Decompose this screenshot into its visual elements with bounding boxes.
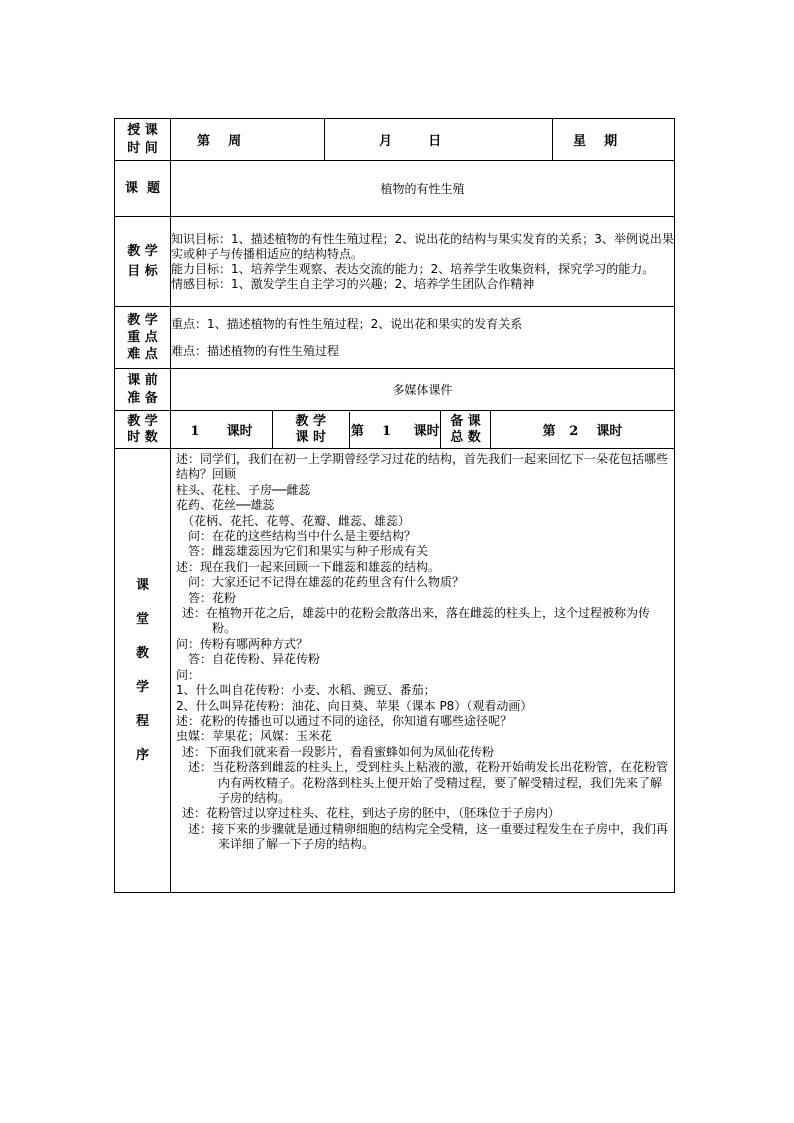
procedure-label-char: 程 (135, 713, 149, 729)
procedure-label-char: 教 (135, 645, 149, 661)
preparation-row (115, 369, 675, 411)
key-points-content (171, 307, 675, 369)
topic-row (115, 161, 675, 217)
key-points-row (115, 307, 675, 369)
summary-label: 备 课 总 数 (441, 411, 491, 449)
procedure-line: 述：花粉管过以穿过柱头、花柱，到达子房的胚中，（胚珠位于子房内） (182, 806, 561, 821)
key-point: 重点：1、描述植物的有性生殖过程；2、说出花和果实的发育关系 (171, 316, 523, 331)
procedure-line: 述：现在我们一起来回顾一下雌蕊和雄蕊的结构。 (176, 559, 441, 574)
difficult-point: 难点：描述植物的有性生殖过程 (171, 343, 340, 358)
procedure-line: 述：同学们，我们在初一上学期曾经学习过花的结构，首先我们一起来回忆下一朵花包括哪些结构？回顾 (176, 452, 669, 482)
topic-label: 课 题 (115, 161, 171, 217)
week-cell: 第 周 (171, 119, 325, 161)
procedure-line: 述：花粉的传播也可以通过不同的途径，你知道有哪些途径呢？ (176, 713, 513, 728)
procedure-line: 问：传粉有哪两种方式？ (176, 636, 309, 651)
objective-emotion: 情感目标：1、激发学生自主学习的兴趣；2、培养学生团队合作精神 (171, 276, 535, 291)
preparation-label: 课 前 准 备 (115, 369, 171, 411)
objectives-row (115, 217, 675, 307)
procedure-label-char: 课 (135, 577, 149, 593)
periods-row (115, 411, 675, 449)
procedure-line: 述：下面我们就来看一段影片，看看蜜蜂如何为凤仙花传粉 (182, 744, 495, 759)
procedure-label-char: 序 (135, 747, 149, 763)
procedure-line: 2、什么叫异花传粉：油花、向日葵、苹果（课本 P8）（观看动画） (176, 698, 533, 713)
periods-middle-table (273, 412, 441, 448)
key-points-label: 教 学 重 点 难 点 (115, 307, 171, 369)
procedure-line: 答：花粉 (188, 590, 237, 605)
procedure-line: 柱头、花柱、子房──雌蕊 (176, 482, 311, 497)
summary-value: 第 2 课时 (491, 411, 675, 449)
objective-ability: 能力目标：1、培养学生观察、表达交流的能力；2、培养学生收集资料，探究学习的能力。 (171, 261, 655, 276)
weekday-cell: 星 期 (553, 119, 675, 161)
lesson-plan-table (114, 118, 675, 893)
topic-value: 植物的有性生殖 (171, 161, 675, 217)
periods-label: 教 学 时 数 (115, 411, 171, 449)
date-cell: 月 日 (325, 119, 553, 161)
objectives-content (171, 217, 675, 307)
procedure-line: 1、什么叫自花传粉：小麦、水稻、豌豆、番茄； (176, 683, 436, 698)
procedure-lines (176, 452, 669, 853)
objective-knowledge: 知识目标：1、描述植物的有性生殖过程；2、说出花的结构与果实发育的关系；3、举例说出果实或种子与传播相适应的结构特点。 (171, 231, 674, 261)
procedure-line: 答：自花传粉、异花传粉 (188, 652, 321, 667)
periods-total: 1 课时 (171, 411, 273, 449)
procedure-content (171, 449, 675, 893)
lesson-label: 教 学 课 时 (273, 412, 349, 448)
procedure-line: （花柄、花托、花萼、花瓣、雌蕊、雄蕊） (182, 513, 411, 528)
procedure-label (115, 449, 171, 893)
periods-middle (273, 411, 441, 449)
procedure-line: 花药、花丝──雄蕊 (176, 498, 275, 513)
procedure-line: 述：在植物开花之后，雄蕊中的花粉会散落出来，落在雌蕊的柱头上，这个过程被称为传粉。 (182, 606, 651, 636)
procedure-line: 问：在花的这些结构当中什么是主要结构？ (188, 529, 417, 544)
objectives-label: 教 学 目 标 (115, 217, 171, 307)
procedure-line: 问：大家还记不记得在雄蕊的花药里含有什么物质？ (188, 575, 465, 590)
procedure-line: 答：雌蕊雄蕊因为它们和果实与种子形成有关 (188, 544, 429, 559)
preparation-value: 多媒体课件 (171, 369, 675, 411)
lesson-value: 第 1 课时 (350, 424, 440, 439)
procedure-label-char: 堂 (135, 611, 149, 627)
procedure-line: 虫媒：苹果花；风媒：玉米花 (176, 729, 333, 744)
procedure-line: 问： (176, 667, 201, 682)
procedure-row (115, 449, 675, 893)
procedure-line: 述：当花粉落到雌蕊的柱头上，受到柱头上粘液的激，花粉开始萌发长出花粉管，在花粉管内有两枚精子。花粉落到柱头上便开始了受精过程，要了解受精过程，我们先来了解子房的结构。 (188, 760, 669, 805)
time-row (115, 119, 675, 161)
procedure-label-char: 学 (135, 679, 149, 695)
time-label: 授 课 时 间 (115, 119, 171, 161)
procedure-line: 述：接下来的步骤就是通过精卵细胞的结构完全受精，这一重要过程发生在子房中，我们再来详细了解一下子房的结构。 (188, 821, 669, 852)
